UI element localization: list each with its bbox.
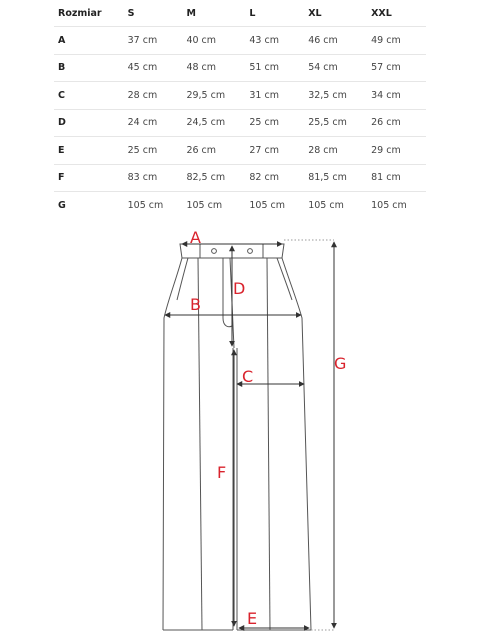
table-cell: 51 cm: [245, 54, 304, 82]
label-b: B: [190, 295, 201, 314]
right-crease: [267, 258, 270, 630]
left-outer-seam: [163, 258, 182, 630]
label-c: C: [242, 367, 254, 386]
table-cell: 81,5 cm: [304, 164, 367, 192]
button-icon: [212, 249, 217, 254]
table-cell: 81 cm: [367, 164, 426, 192]
header-size-xl: XL: [308, 7, 322, 19]
table-cell: 24,5 cm: [182, 109, 245, 137]
table-cell: 34 cm: [367, 82, 426, 110]
row-label-e: E: [54, 137, 124, 165]
table-cell: 28 cm: [304, 137, 367, 165]
label-e: E: [247, 609, 258, 628]
table-cell: 82,5 cm: [182, 164, 245, 192]
table-cell: 105 cm: [182, 192, 245, 219]
table-cell: 46 cm: [304, 27, 367, 55]
table-cell: 32,5 cm: [304, 82, 367, 110]
row-label-g: G: [54, 192, 124, 219]
table-cell: 54 cm: [304, 54, 367, 82]
table-cell: 105 cm: [304, 192, 367, 219]
table-cell: 27 cm: [245, 137, 304, 165]
table-cell: 49 cm: [367, 27, 426, 55]
table-cell: 29 cm: [367, 137, 426, 165]
row-label-a: A: [54, 27, 124, 55]
table-cell: 37 cm: [124, 27, 183, 55]
table-cell: 25 cm: [124, 137, 183, 165]
label-d: D: [233, 279, 246, 298]
button-icon: [248, 249, 253, 254]
table-cell: 45 cm: [124, 54, 183, 82]
header-size-s: S: [127, 7, 135, 19]
table-cell: 25 cm: [245, 109, 304, 137]
row-label-c: C: [54, 82, 124, 110]
left-pocket: [177, 258, 188, 300]
table-cell: 105 cm: [367, 192, 426, 219]
table-cell: 29,5 cm: [182, 82, 245, 110]
table-cell: 82 cm: [245, 164, 304, 192]
table-cell: 105 cm: [124, 192, 183, 219]
table-cell: 43 cm: [245, 27, 304, 55]
label-f: F: [217, 463, 227, 482]
table-cell: 24 cm: [124, 109, 183, 137]
header-size-xxl: XXL: [371, 7, 392, 19]
table-cell: 83 cm: [124, 164, 183, 192]
table-cell: 105 cm: [245, 192, 304, 219]
row-label-d: D: [54, 109, 124, 137]
header-size-m: M: [186, 7, 196, 19]
table-cell: 31 cm: [245, 82, 304, 110]
label-a: A: [190, 228, 201, 247]
table-cell: 26 cm: [367, 109, 426, 137]
table-cell: 26 cm: [182, 137, 245, 165]
table-cell: 25,5 cm: [304, 109, 367, 137]
table-cell: 28 cm: [124, 82, 183, 110]
header-size-l: L: [249, 7, 256, 19]
table-cell: 57 cm: [367, 54, 426, 82]
table-cell: 48 cm: [182, 54, 245, 82]
row-label-f: F: [54, 164, 124, 192]
table-cell: 40 cm: [182, 27, 245, 55]
label-g: G: [334, 354, 347, 373]
row-label-b: B: [54, 54, 124, 82]
header-size-label: Rozmiar: [58, 7, 102, 19]
right-outer-seam: [282, 258, 311, 630]
trousers-outline: [163, 244, 311, 630]
